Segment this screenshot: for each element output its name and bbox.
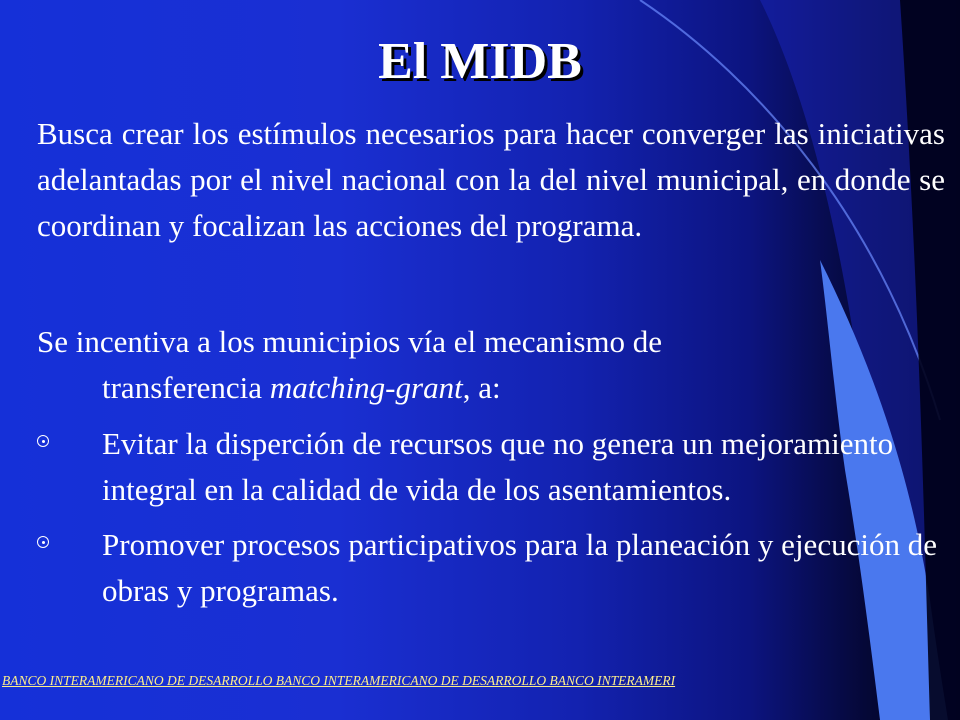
lead-text-line1: Se incentiva a los municipios vía el mecanismo de	[37, 324, 663, 359]
intro-paragraph: Busca crear los estímulos necesarios para hacer converger las iniciativas adelantadas por el nivel nacional con la del nivel municipal, en donde se coordinan y focalizan las acciones del programa.	[37, 116, 945, 243]
lead-paragraph	[37, 319, 917, 411]
circle-dot-icon	[37, 435, 49, 447]
lead-text-line2	[37, 365, 917, 411]
circle-dot-icon	[37, 536, 49, 548]
bullet-list	[37, 421, 947, 623]
list-item	[37, 421, 947, 513]
footer-text: BANCO INTERAMERICANO DE DESARROLLO BANCO INTERAMERICANO DE DESARROLLO BANCO INTERAMERI	[2, 673, 676, 688]
slide-title: El MIDB	[378, 33, 582, 90]
list-item	[37, 522, 947, 614]
lead-text-matching-grant: matching-grant	[269, 370, 463, 405]
lead-text-transfer: transferencia	[102, 370, 270, 405]
bullet-text: Evitar la disperción de recursos que no genera un mejoramiento integral en la calidad de vida de los asentamientos.	[102, 426, 894, 507]
lead-text-end: , a:	[462, 370, 501, 405]
bullet-text: Promover procesos participativos para la planeación y ejecución de obras y programas.	[102, 527, 937, 608]
